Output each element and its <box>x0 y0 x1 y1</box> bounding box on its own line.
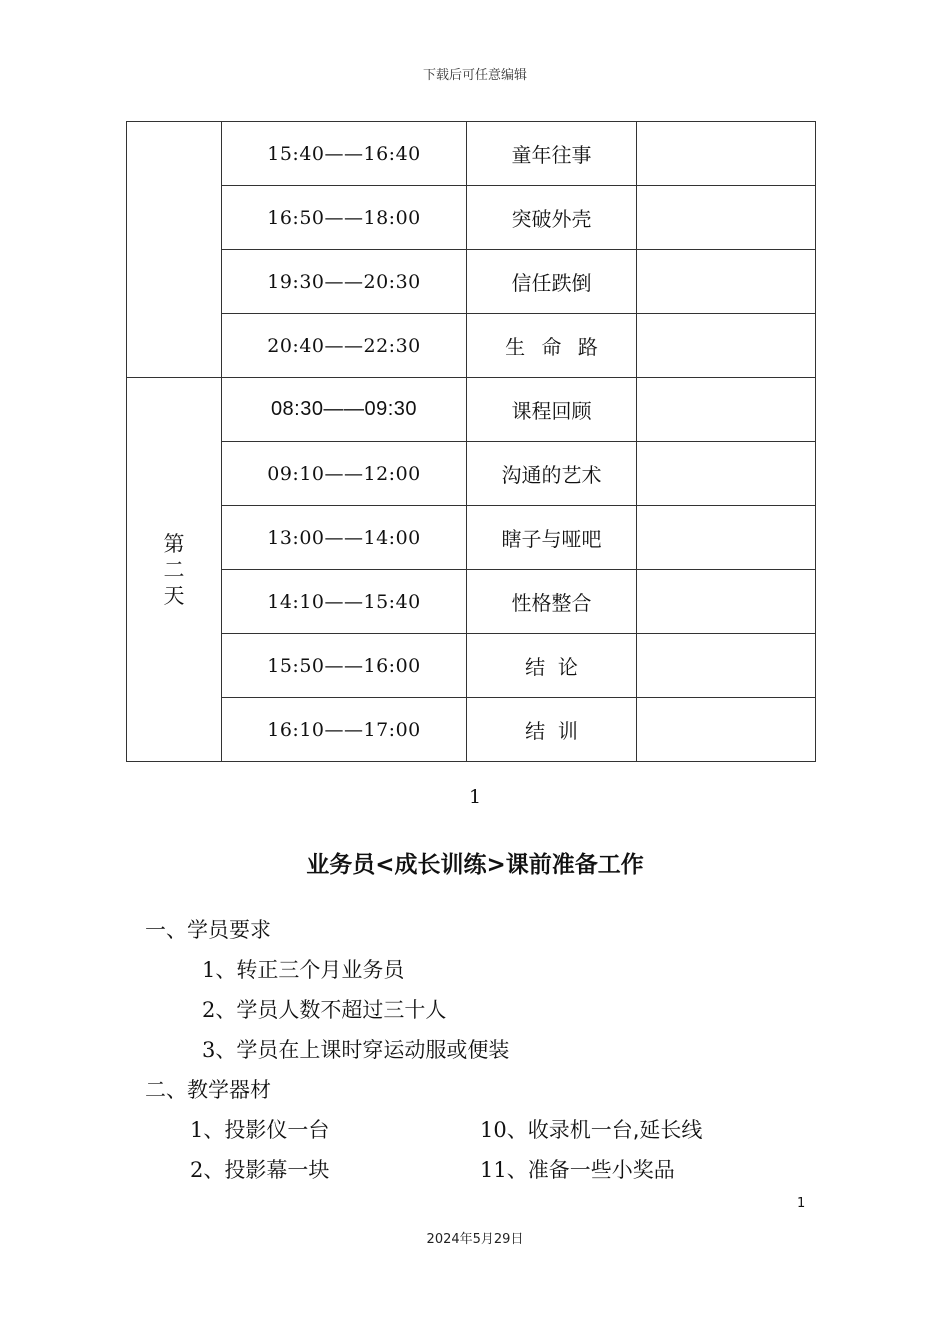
note-cell <box>637 634 816 698</box>
note-cell <box>637 570 816 634</box>
time-cell: 16:50——18:00 <box>222 186 467 250</box>
table-row <box>127 314 816 378</box>
item-number: 3 <box>202 1038 216 1062</box>
item-text: 、学员人数不超过三十人 <box>215 998 447 1022</box>
activity-cell: 结 训 <box>467 698 637 762</box>
item-text: 、收录机一台,延长线 <box>506 1118 703 1142</box>
item-text: 、投影仪一台 <box>203 1118 330 1142</box>
table-row <box>127 506 816 570</box>
list-item <box>190 1114 329 1144</box>
section-title: 业务员<成长训练>课前准备工作 <box>306 852 644 878</box>
note-cell <box>637 378 816 442</box>
page-number: 1 <box>797 1196 806 1211</box>
activity-cell: 性格整合 <box>467 570 637 634</box>
time-cell: 20:40——22:30 <box>222 314 467 378</box>
table-row <box>127 378 816 442</box>
table-row <box>127 698 816 762</box>
day-label-char: 天 <box>163 583 185 608</box>
note-cell <box>637 314 816 378</box>
item-number: 10 <box>480 1118 507 1142</box>
footer-date: 2024年5月29日 <box>426 1232 524 1247</box>
heading-teaching-equipment: 二、教学器材 <box>145 1078 271 1102</box>
time-cell: 19:30——20:30 <box>222 250 467 314</box>
list-item <box>202 994 446 1024</box>
time-cell: 09:10——12:00 <box>222 442 467 506</box>
table-row <box>127 122 816 186</box>
heading-student-requirements: 一、学员要求 <box>145 918 271 942</box>
table-row <box>127 442 816 506</box>
activity-cell: 瞎子与哑吧 <box>467 506 637 570</box>
activity-cell: 结 论 <box>467 634 637 698</box>
time-cell: 14:10——15:40 <box>222 570 467 634</box>
item-number: 11 <box>480 1158 507 1182</box>
table-row <box>127 250 816 314</box>
list-item <box>480 1114 702 1144</box>
note-cell <box>637 122 816 186</box>
list-item <box>202 1034 509 1064</box>
activity-cell: 信任跌倒 <box>467 250 637 314</box>
table-row <box>127 634 816 698</box>
note-cell <box>637 186 816 250</box>
item-text: 、准备一些小奖品 <box>506 1158 675 1182</box>
list-item <box>202 954 404 984</box>
table-row <box>127 570 816 634</box>
activity-cell: 突破外壳 <box>467 186 637 250</box>
activity-cell: 童年往事 <box>467 122 637 186</box>
time-cell: 15:40——16:40 <box>222 122 467 186</box>
time-cell: 16:10——17:00 <box>222 698 467 762</box>
note-cell <box>637 506 816 570</box>
item-number: 1 <box>202 958 216 982</box>
day1-cell <box>127 122 222 378</box>
day-label-char: 二 <box>163 557 185 582</box>
item-number: 2 <box>190 1158 204 1182</box>
item-number: 2 <box>202 998 216 1022</box>
note-cell <box>637 250 816 314</box>
time-cell: 15:50——16:00 <box>222 634 467 698</box>
time-cell: 13:00——14:00 <box>222 506 467 570</box>
table-row <box>127 186 816 250</box>
item-number: 1 <box>190 1118 204 1142</box>
activity-cell: 生 命 路 <box>467 314 637 378</box>
schedule-table <box>126 121 816 762</box>
item-text: 、投影幕一块 <box>203 1158 330 1182</box>
time-cell: 08:30——09:30 <box>222 378 467 442</box>
item-text: 、学员在上课时穿运动服或便装 <box>215 1038 510 1062</box>
list-item <box>190 1154 329 1184</box>
activity-cell: 课程回顾 <box>467 378 637 442</box>
day2-cell <box>127 378 222 762</box>
page-header: 下载后可任意编辑 <box>422 68 527 83</box>
note-cell <box>637 442 816 506</box>
page-mark: 1 <box>468 786 482 808</box>
item-text: 、转正三个月业务员 <box>215 958 405 982</box>
day-label-char: 第 <box>163 531 185 556</box>
activity-cell: 沟通的艺术 <box>467 442 637 506</box>
list-item <box>480 1154 675 1184</box>
note-cell <box>637 698 816 762</box>
